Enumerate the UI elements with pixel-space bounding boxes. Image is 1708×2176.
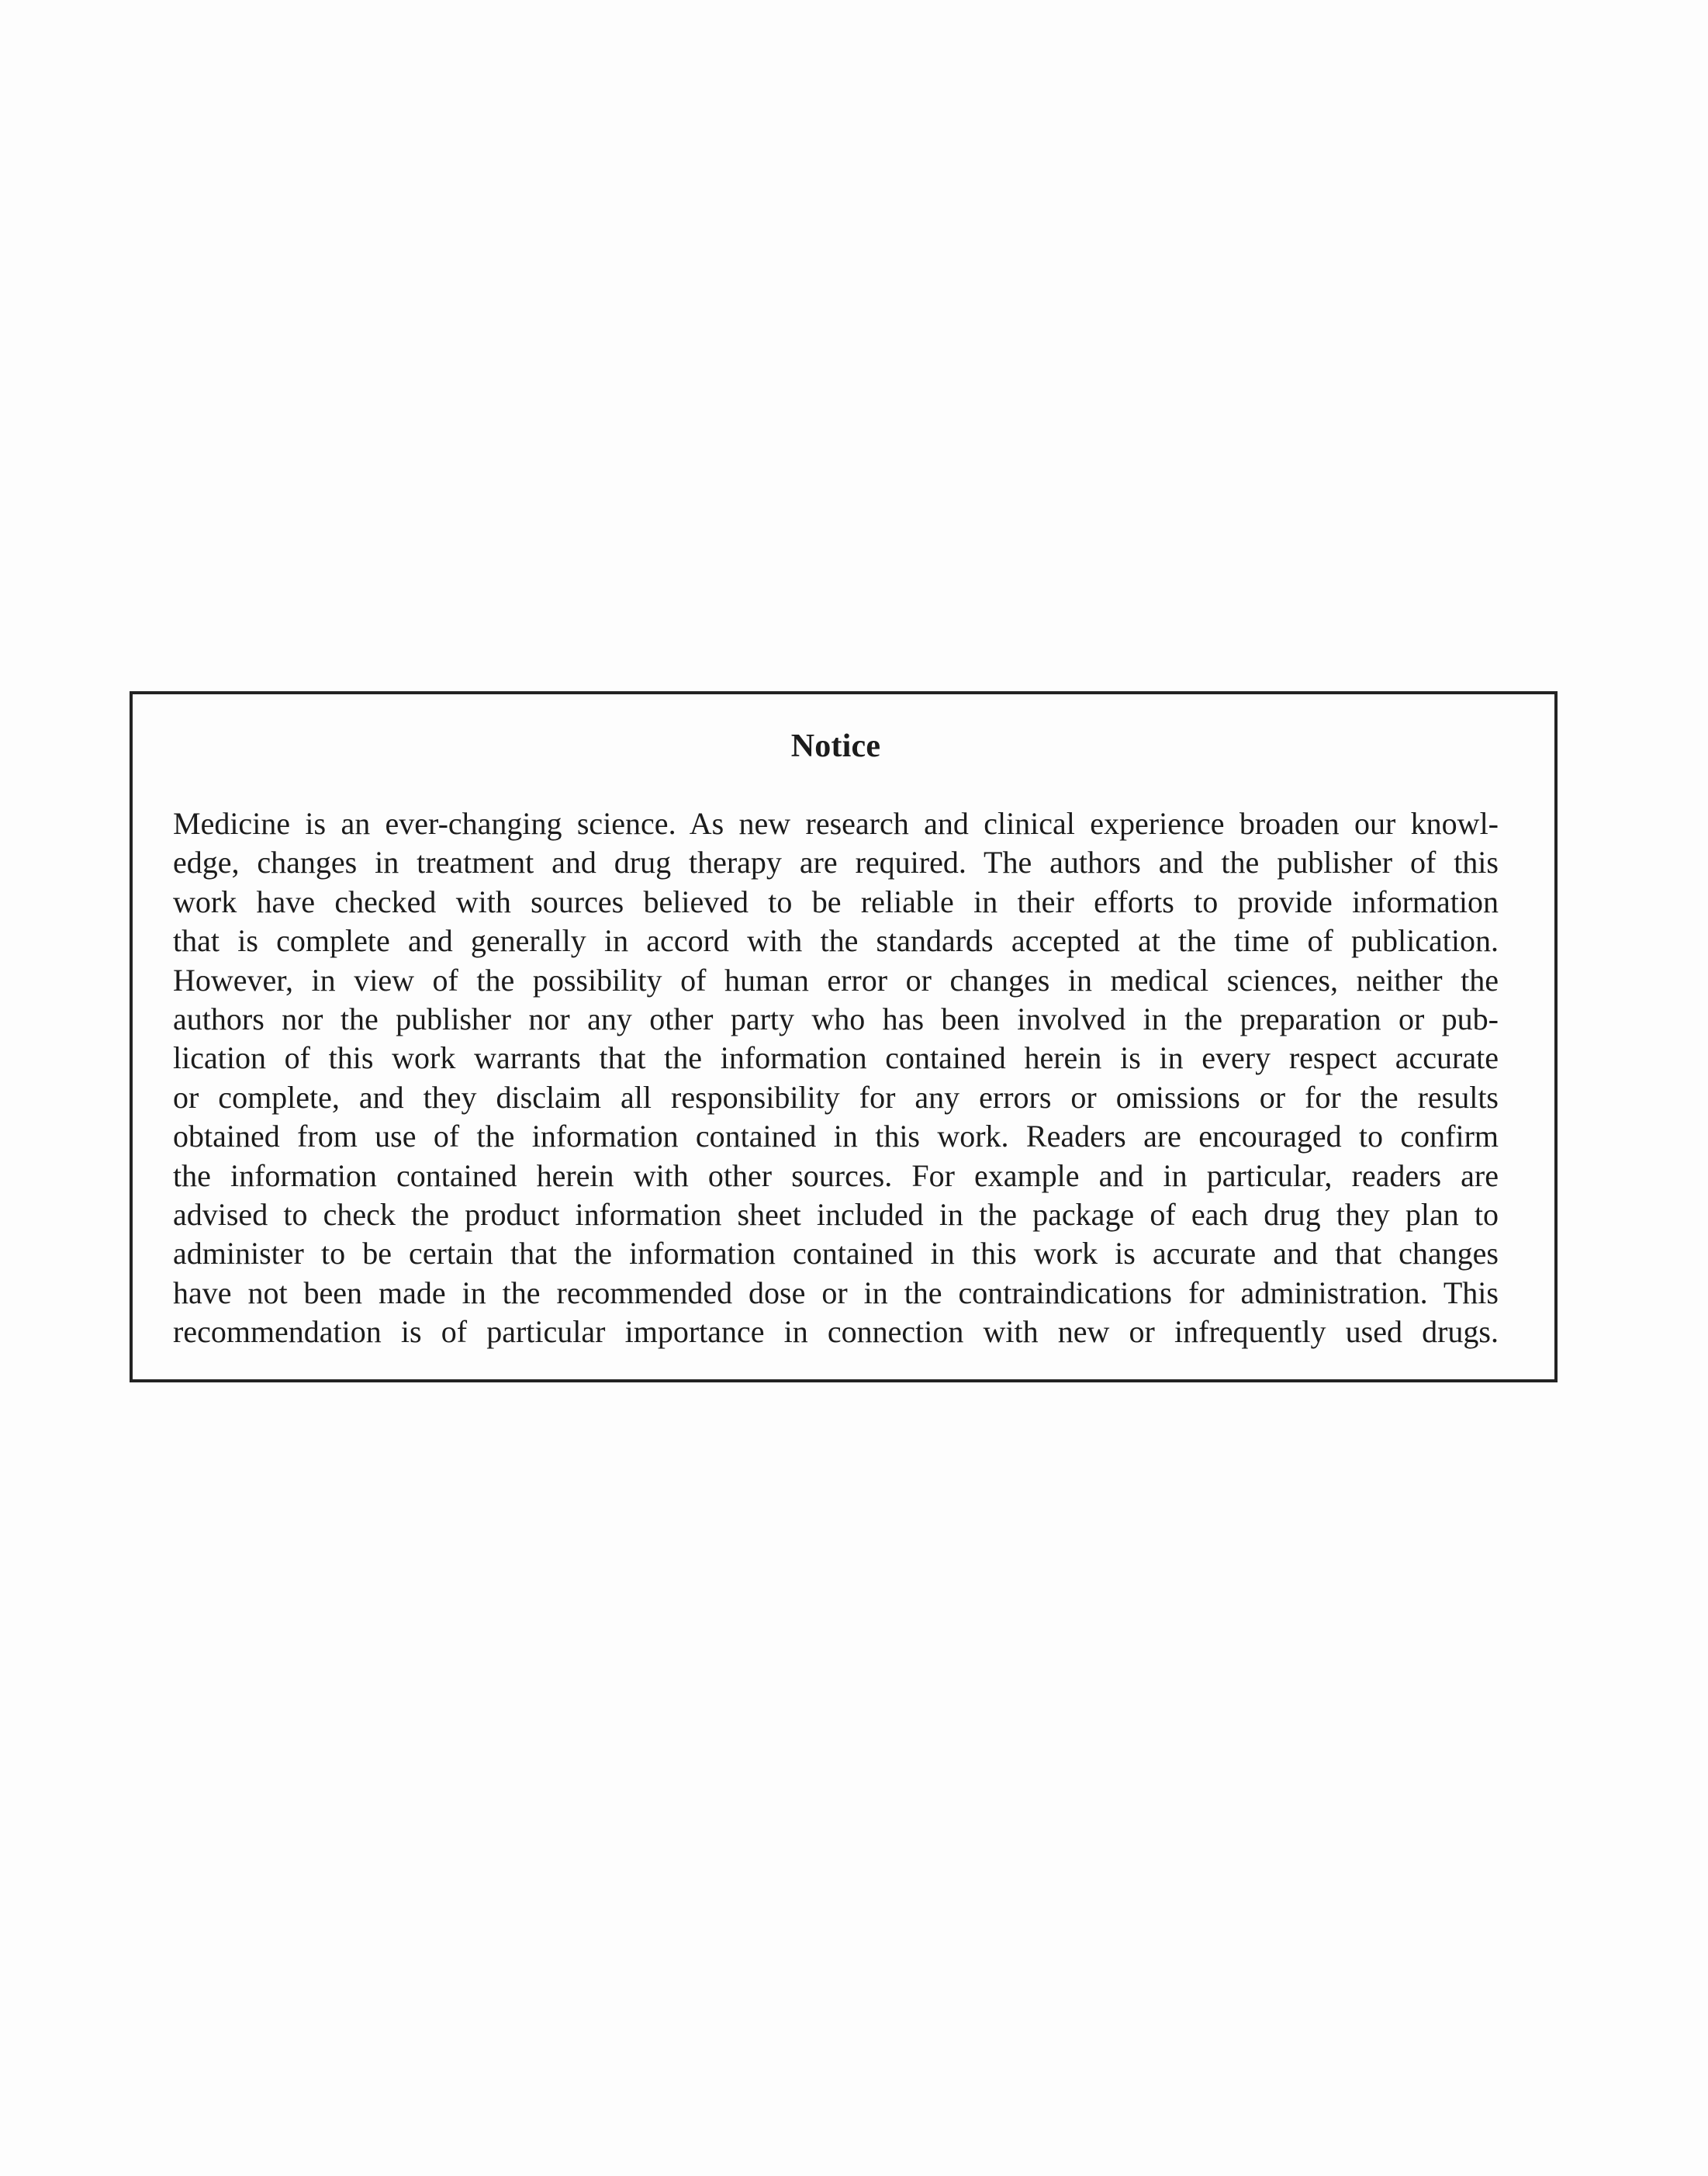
notice-line: Medicine is an ever-changing science. As new research and clinical experience broaden our knowl- bbox=[173, 806, 1499, 841]
notice-line: the information contained herein with other sources. For example and in particular, readers are bbox=[173, 1157, 1499, 1193]
notice-line: have not been made in the recommended dose or in the contraindications for administration. This bbox=[173, 1275, 1499, 1310]
notice-line: authors nor the publisher nor any other party who has been involved in the preparation or pub- bbox=[173, 1001, 1499, 1036]
notice-line: lication of this work warrants that the information contained herein is in every respect accurate bbox=[173, 1040, 1499, 1076]
notice-line: obtained from use of the information contained in this work. Readers are encouraged to confirm bbox=[173, 1119, 1499, 1154]
notice-title: Notice bbox=[790, 728, 881, 764]
notice-box bbox=[130, 691, 1558, 1382]
notice-line: administer to be certain that the information contained in this work is accurate and that changes bbox=[173, 1236, 1499, 1271]
notice-body bbox=[173, 804, 1499, 1351]
notice-line: advised to check the product information sheet included in the package of each drug they plan to bbox=[173, 1196, 1499, 1232]
notice-line: recommendation is of particular importance in connection with new or infrequently used drugs. bbox=[173, 1314, 1499, 1350]
notice-line: work have checked with sources believed to be reliable in their efforts to provide information bbox=[173, 884, 1499, 919]
notice-line: or complete, and they disclaim all responsibility for any errors or omissions or for the results bbox=[173, 1079, 1499, 1115]
notice-line: However, in view of the possibility of human error or changes in medical sciences, neither the bbox=[173, 962, 1499, 998]
notice-line: that is complete and generally in accord with the standards accepted at the time of publication. bbox=[173, 923, 1499, 959]
notice-line: edge, changes in treatment and drug therapy are required. The authors and the publisher of this bbox=[173, 845, 1499, 880]
